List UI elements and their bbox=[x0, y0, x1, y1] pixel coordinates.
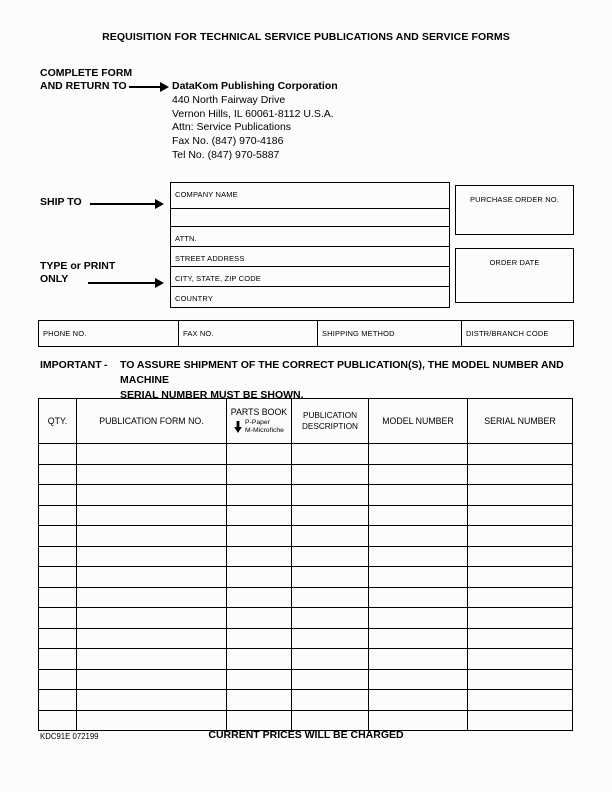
order-table-cell[interactable] bbox=[77, 628, 227, 649]
field-street-address[interactable] bbox=[171, 247, 449, 267]
field-shipping-method[interactable] bbox=[318, 321, 462, 346]
order-table-cell[interactable] bbox=[369, 464, 468, 485]
order-table-cell[interactable] bbox=[77, 649, 227, 670]
order-table-cell[interactable] bbox=[292, 464, 369, 485]
order-table-cell[interactable] bbox=[292, 485, 369, 506]
field-purchase-order-no[interactable] bbox=[455, 185, 574, 235]
publication-description-line1: PUBLICATION bbox=[303, 411, 357, 420]
order-table-cell[interactable] bbox=[369, 608, 468, 629]
return-to-label-line2: AND RETURN TO bbox=[40, 80, 127, 92]
return-address-line: 440 North Fairway Drive bbox=[172, 93, 286, 106]
parts-book-title: PARTS BOOK bbox=[230, 406, 288, 417]
return-address-block bbox=[172, 80, 338, 163]
return-fax-line: Fax No. (847) 970-4186 bbox=[172, 135, 284, 148]
header-publication-form-no: PUBLICATION FORM NO. bbox=[77, 399, 227, 444]
order-table-cell[interactable] bbox=[77, 608, 227, 629]
order-table-cell[interactable] bbox=[39, 464, 77, 485]
order-table-cell[interactable] bbox=[227, 505, 292, 526]
order-table-cell[interactable] bbox=[227, 649, 292, 670]
order-table-cell[interactable] bbox=[77, 567, 227, 588]
order-table-cell[interactable] bbox=[369, 669, 468, 690]
field-label-attn: ATTN. bbox=[175, 234, 197, 243]
order-table-cell[interactable] bbox=[468, 464, 573, 485]
order-table-cell[interactable] bbox=[292, 444, 369, 465]
order-table-cell[interactable] bbox=[227, 444, 292, 465]
order-table-cell[interactable] bbox=[468, 710, 573, 731]
field-attn[interactable] bbox=[171, 227, 449, 247]
header-parts-book bbox=[227, 399, 292, 444]
order-table-cell[interactable] bbox=[292, 690, 369, 711]
return-tel-line: Tel No. (847) 970-5887 bbox=[172, 148, 280, 161]
order-table-cell[interactable] bbox=[468, 485, 573, 506]
order-table-cell[interactable] bbox=[468, 628, 573, 649]
order-table-cell[interactable] bbox=[39, 546, 77, 567]
arrow-right-icon bbox=[129, 86, 161, 88]
field-country[interactable] bbox=[171, 287, 449, 307]
order-table-cell[interactable] bbox=[292, 710, 369, 731]
footer-note: CURRENT PRICES WILL BE CHARGED bbox=[208, 729, 404, 741]
order-table-cell[interactable] bbox=[369, 546, 468, 567]
important-separator: - bbox=[104, 359, 108, 371]
return-to-label-line1: COMPLETE FORM bbox=[40, 67, 133, 79]
field-order-date[interactable] bbox=[455, 248, 574, 303]
header-serial-number: SERIAL NUMBER bbox=[468, 399, 573, 444]
parts-book-options bbox=[227, 419, 291, 436]
order-table-cell[interactable] bbox=[468, 669, 573, 690]
field-label-purchase-order-no: PURCHASE ORDER NO. bbox=[470, 195, 559, 204]
order-table-cell[interactable] bbox=[292, 587, 369, 608]
order-table-row bbox=[39, 649, 573, 670]
order-table-cell[interactable] bbox=[39, 628, 77, 649]
ship-to-label: SHIP TO bbox=[40, 196, 82, 208]
order-table-cell[interactable] bbox=[292, 649, 369, 670]
order-table-cell[interactable] bbox=[77, 690, 227, 711]
order-table-cell[interactable] bbox=[369, 628, 468, 649]
order-table-cell[interactable] bbox=[77, 546, 227, 567]
important-label: IMPORTANT bbox=[40, 359, 102, 371]
field-phone-no[interactable] bbox=[39, 321, 179, 346]
return-address-line: Attn: Service Publications bbox=[172, 121, 292, 134]
field-label-fax-no: FAX NO. bbox=[183, 329, 214, 338]
field-label-city-state-zip: CITY, STATE, ZIP CODE bbox=[175, 274, 261, 283]
order-table-cell[interactable] bbox=[468, 567, 573, 588]
order-table-cell[interactable] bbox=[369, 649, 468, 670]
order-table-cell[interactable] bbox=[39, 505, 77, 526]
order-table-row bbox=[39, 669, 573, 690]
order-table-cell[interactable] bbox=[77, 710, 227, 731]
order-table-cell[interactable] bbox=[292, 608, 369, 629]
order-table-cell[interactable] bbox=[227, 526, 292, 547]
field-distr-branch-code[interactable] bbox=[462, 321, 573, 346]
order-table-row bbox=[39, 526, 573, 547]
order-table-cell[interactable] bbox=[227, 587, 292, 608]
order-table-cell[interactable] bbox=[77, 526, 227, 547]
order-table-cell[interactable] bbox=[369, 505, 468, 526]
order-table-cell[interactable] bbox=[227, 669, 292, 690]
order-table-row bbox=[39, 567, 573, 588]
order-table-row bbox=[39, 608, 573, 629]
order-table-cell[interactable] bbox=[77, 505, 227, 526]
type-or-print-line2: ONLY bbox=[40, 273, 69, 285]
order-table-cell[interactable] bbox=[39, 444, 77, 465]
order-table-cell[interactable] bbox=[369, 587, 468, 608]
field-company-name-line2[interactable] bbox=[171, 209, 449, 227]
order-table-cell[interactable] bbox=[39, 669, 77, 690]
order-table-cell[interactable] bbox=[227, 567, 292, 588]
order-table-cell[interactable] bbox=[39, 649, 77, 670]
ship-to-box bbox=[170, 182, 450, 308]
contact-row bbox=[38, 320, 574, 347]
order-table-row bbox=[39, 690, 573, 711]
form-title: REQUISITION FOR TECHNICAL SERVICE PUBLICATIONS AND SERVICE FORMS bbox=[102, 31, 510, 43]
field-label-order-date: ORDER DATE bbox=[489, 258, 540, 267]
order-table-row bbox=[39, 464, 573, 485]
publication-description-line2: DESCRIPTION bbox=[302, 422, 358, 431]
order-table-cell[interactable] bbox=[468, 608, 573, 629]
order-table bbox=[38, 398, 573, 731]
field-label-street-address: STREET ADDRESS bbox=[175, 254, 245, 263]
order-table-cell[interactable] bbox=[369, 710, 468, 731]
order-table-cell[interactable] bbox=[77, 587, 227, 608]
order-table-cell[interactable] bbox=[39, 526, 77, 547]
order-table-row bbox=[39, 587, 573, 608]
important-text-line1: TO ASSURE SHIPMENT OF THE CORRECT PUBLICATION(S), THE MODEL NUMBER AND MACHINE bbox=[120, 359, 564, 386]
order-table-cell[interactable] bbox=[39, 485, 77, 506]
order-table-cell[interactable] bbox=[292, 526, 369, 547]
header-publication-description bbox=[292, 399, 369, 444]
order-table-header-row bbox=[39, 399, 573, 444]
parts-book-option-list bbox=[245, 419, 284, 436]
order-table-cell[interactable] bbox=[77, 464, 227, 485]
return-company-name: DataKom Publishing Corporation bbox=[172, 80, 338, 92]
order-table-cell[interactable] bbox=[39, 608, 77, 629]
order-table-cell[interactable] bbox=[227, 464, 292, 485]
order-table-cell[interactable] bbox=[39, 690, 77, 711]
return-address-line: Vernon Hills, IL 60061-8112 U.S.A. bbox=[172, 107, 334, 120]
parts-book-option-paper: P-Paper bbox=[245, 418, 270, 426]
order-table-cell[interactable] bbox=[369, 526, 468, 547]
field-label-country: COUNTRY bbox=[175, 294, 213, 303]
order-table-cell[interactable] bbox=[292, 505, 369, 526]
arrow-right-icon bbox=[88, 282, 156, 284]
order-table-row bbox=[39, 505, 573, 526]
order-table-cell[interactable] bbox=[77, 669, 227, 690]
field-city-state-zip[interactable] bbox=[171, 267, 449, 287]
order-table-cell[interactable] bbox=[227, 628, 292, 649]
return-to-label bbox=[40, 67, 132, 93]
order-table-cell[interactable] bbox=[227, 608, 292, 629]
order-table-cell[interactable] bbox=[369, 567, 468, 588]
order-table-cell[interactable] bbox=[39, 567, 77, 588]
order-table-row bbox=[39, 485, 573, 506]
order-table-row bbox=[39, 710, 573, 731]
order-table-cell[interactable] bbox=[227, 546, 292, 567]
order-table-cell[interactable] bbox=[39, 710, 77, 731]
field-label-shipping-method: SHIPPING METHOD bbox=[322, 329, 395, 338]
order-table-body bbox=[39, 444, 573, 731]
order-table-cell[interactable] bbox=[39, 587, 77, 608]
order-table-cell[interactable] bbox=[227, 690, 292, 711]
form-code: KDC91E 072199 bbox=[40, 732, 99, 741]
header-qty: QTY. bbox=[39, 399, 77, 444]
order-table-cell[interactable] bbox=[292, 567, 369, 588]
field-label-distr-branch-code: DISTR/BRANCH CODE bbox=[466, 329, 549, 338]
order-table-row bbox=[39, 444, 573, 465]
order-table-cell[interactable] bbox=[292, 628, 369, 649]
arrow-right-icon bbox=[90, 203, 156, 205]
order-table-cell[interactable] bbox=[292, 669, 369, 690]
order-table-cell[interactable] bbox=[468, 505, 573, 526]
order-table-cell[interactable] bbox=[369, 444, 468, 465]
order-table-cell[interactable] bbox=[468, 444, 573, 465]
order-table-cell[interactable] bbox=[468, 546, 573, 567]
parts-book-option-microfiche: M-Microfiche bbox=[245, 427, 284, 434]
order-table-cell[interactable] bbox=[468, 587, 573, 608]
order-table-row bbox=[39, 546, 573, 567]
important-note bbox=[40, 358, 578, 403]
order-table-cell[interactable] bbox=[227, 485, 292, 506]
order-table-cell[interactable] bbox=[292, 546, 369, 567]
order-table-cell[interactable] bbox=[468, 690, 573, 711]
down-arrow-icon bbox=[234, 421, 242, 433]
field-label-company-name: COMPANY NAME bbox=[175, 190, 238, 199]
order-table-cell[interactable] bbox=[77, 485, 227, 506]
order-table-cell[interactable] bbox=[369, 690, 468, 711]
header-model-number: MODEL NUMBER bbox=[369, 399, 468, 444]
field-fax-no[interactable] bbox=[179, 321, 318, 346]
order-table-cell[interactable] bbox=[77, 444, 227, 465]
order-table-cell[interactable] bbox=[369, 485, 468, 506]
order-table-cell[interactable] bbox=[227, 710, 292, 731]
field-company-name[interactable] bbox=[171, 183, 449, 209]
field-label-phone-no: PHONE NO. bbox=[43, 329, 87, 338]
important-text bbox=[120, 358, 578, 403]
important-text-line2: SERIAL NUMBER MUST BE SHOWN. bbox=[120, 389, 304, 401]
order-table-cell[interactable] bbox=[468, 649, 573, 670]
order-table-cell[interactable] bbox=[468, 526, 573, 547]
type-or-print-line1: TYPE or PRINT bbox=[40, 260, 116, 272]
order-table-row bbox=[39, 628, 573, 649]
